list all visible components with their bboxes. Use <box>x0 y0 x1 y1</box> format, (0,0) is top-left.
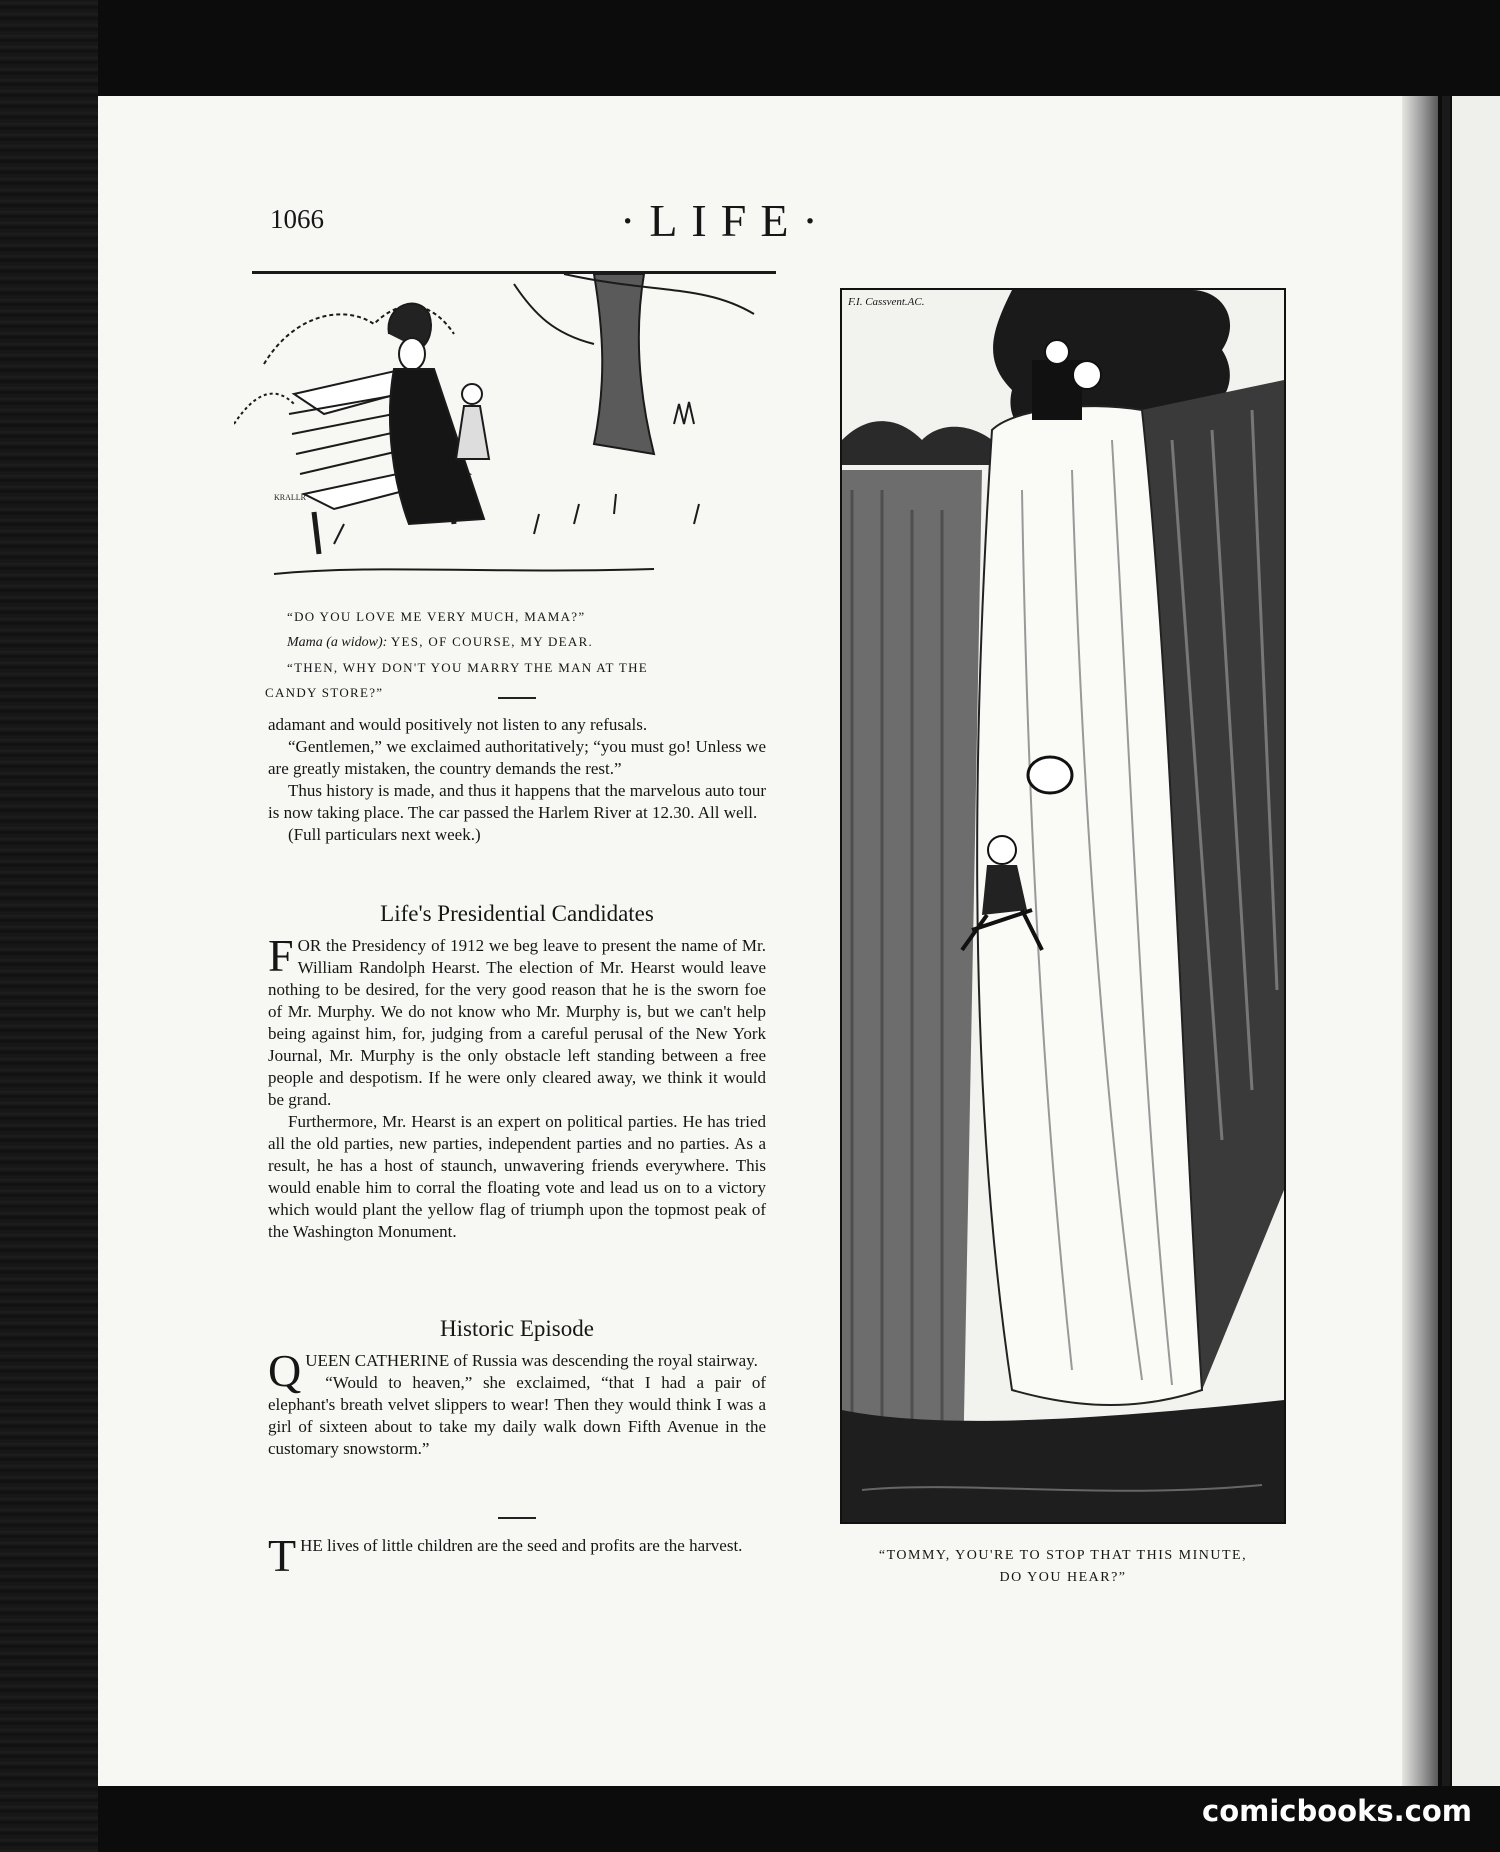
drop-cap: T <box>268 1530 297 1581</box>
caption-speaker: Mama (a widow): <box>287 635 388 650</box>
paragraph: UEEN CATHERINE of Russia was descending the royal stairway. <box>305 1351 758 1370</box>
presidential-candidates-article <box>268 930 766 1243</box>
bench-cartoon-illustration <box>234 274 794 594</box>
paragraph: (Full particulars next week.) <box>288 825 481 844</box>
paragraph: “Would to heaven,” she exclaimed, “that I had a pair of elephant's breath velvet slippers to wear! Then they would think I was a girl of sixteen about to take my daily walk down Fifth Avenue in the customary snowstorm.” <box>268 1373 766 1458</box>
paragraph: Furthermore, Mr. Hearst is an expert on political parties. He has tried all the old parties, new parties, independent parties and no parties. As a result, he has a host of staunch, unwavering friends everywhere. This would enable him to corral the floating vote and lead us on to a victory which would plant the yellow flag of triumph upon the topmost peak of the Washington Monument. <box>268 1112 766 1241</box>
caption-line: DO YOU HEAR?” <box>999 1570 1127 1585</box>
caption-line: “THEN, WHY DON'T YOU MARRY THE MAN AT THE <box>287 660 649 675</box>
waterfall-cartoon-caption <box>840 1545 1286 1589</box>
drop-cap: Q <box>268 1345 302 1396</box>
masthead: ·LIFE· <box>620 195 832 246</box>
artist-signature: F.I. Cassvent.AC. <box>848 296 925 308</box>
page-divider <box>1442 96 1450 1786</box>
paragraph: adamant and would positively not listen to any refusals. <box>268 715 648 734</box>
scan-border <box>0 0 98 1852</box>
caption-line: CANDY STORE?” <box>265 685 384 700</box>
adjacent-page-edge <box>1452 96 1500 1786</box>
caption-line: “TOMMY, YOU'RE TO STOP THAT THIS MINUTE, <box>878 1548 1248 1563</box>
paragraph: HE lives of little children are the seed and profits are the harvest. <box>300 1536 743 1555</box>
waterfall-cartoon-illustration <box>840 288 1286 1524</box>
paragraph: Thus history is made, and thus it happens that the marvelous auto tour is now taking place. The car passed the Harlem River at 12.30. All well. <box>268 781 766 822</box>
section-heading: Historic Episode <box>440 1316 594 1341</box>
page-number: 1066 <box>270 204 324 234</box>
article-continuation <box>268 714 766 846</box>
drop-cap: F <box>268 930 294 981</box>
closing-epigram <box>268 1530 766 1581</box>
divider-rule <box>498 1517 536 1519</box>
divider-rule <box>498 697 536 699</box>
paragraph: OR the Presidency of 1912 we beg leave to present the name of Mr. William Randolph Hearst. The election of Mr. Hearst would leave nothing to be desired, for the very good reason that he is the sworn foe of Mr. Murphy. We do not know who Mr. Murphy is, but we can't help being against him, for, judging from a careful perusal of the New York Journal, Mr. Murphy is the only obstacle left standing between a free people and despotism. If he were only cleared away, we think it would be grand. <box>268 936 766 1109</box>
page-gutter-shadow <box>1402 96 1438 1786</box>
svg-text:KRALLR: KRALLR <box>274 493 306 502</box>
section-heading: Life's Presidential Candidates <box>380 901 654 926</box>
watermark: comicbooks.com <box>1202 1794 1472 1828</box>
paragraph: “Gentlemen,” we exclaimed authoritatively; “you must go! Unless we are greatly mistaken, the country demands the rest.” <box>268 737 766 778</box>
historic-episode-article <box>268 1345 766 1460</box>
bench-cartoon-caption <box>265 604 747 705</box>
caption-line: “DO YOU LOVE ME VERY MUCH, MAMA?” <box>287 609 586 624</box>
caption-line: YES, OF COURSE, MY DEAR. <box>390 634 594 649</box>
